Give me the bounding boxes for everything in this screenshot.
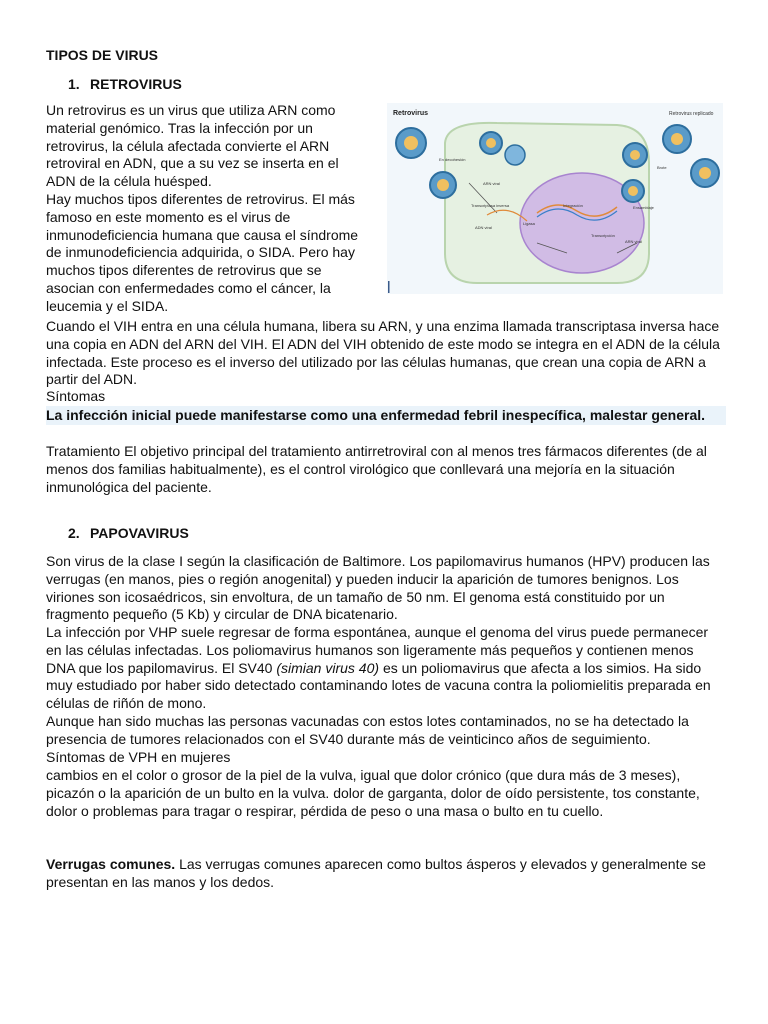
section-title: PAPOVAVIRUS (90, 525, 189, 541)
papovavirus-text: La infección por VHP suele regresar de forma espontánea, aunque el genoma del virus puede permanecer en las células infectadas. Los poliomavirus humanos son ligeramente más pequeños y contienen menos DNA que los papilomavirus. El SV40 (46, 624, 709, 676)
verrugas-bold: Verrugas comunes. (46, 856, 176, 872)
sintomas-vph-text: cambios en el color o grosor de la piel de la vulva, igual que dolor crónico (que dura más de 3 meses), picazón o la aparición de un bulto en la vulva. dolor de garganta, dolor de oído persistente, tos constante, dolor o problemas para tragar o respirar, pérdida de peso o una masa o bulto en tu cuello. (46, 767, 700, 819)
virus-particle (663, 125, 691, 153)
papovavirus-italic: (simian virus 40) (276, 659, 380, 676)
virus-particle (623, 143, 647, 167)
virus-particle (480, 132, 502, 154)
diagram-label-replicado: Retrovirus replicado (669, 111, 714, 117)
diagram-label: Ensamblaje (633, 205, 654, 210)
section-number: 1. (68, 76, 80, 92)
diagram-title: Retrovirus (393, 110, 429, 117)
diagram-label: En decohesión (439, 157, 466, 162)
retrovirus-diagram (387, 103, 723, 294)
papovavirus-paragraph-1: Son virus de la clase I según la clasificación de Baltimore. Los papilomavirus humanos (HPV) producen las verrugas (en manos, pies o región anogenital) y pueden inducir la aparición de tumores benignos. Los viriones son icosaédricos, sin envoltura, de un tamaño de 50 nm. El genoma está constituido por un fragmento pequeño (5 Kb) y circular de DNA bicatenario. (46, 553, 710, 623)
diagram-label: Ligasa (523, 221, 535, 226)
diagram-label: Transcriptasa inversa (471, 203, 510, 208)
section-number: 2. (68, 525, 80, 541)
verrugas-paragraph (46, 856, 726, 892)
diagram-label: ARN viral (483, 181, 500, 186)
retrovirus-vih-paragraph: Cuando el VIH entra en una célula humana, libera su ARN, y una enzima llamada transcriptasa inversa hace una copia en ADN del ARN del VIH. El ADN del VIH obtenido de este modo se integra en el ADN de la célula infectada. Este proceso es el inverso del utilizado por las células humanas, que crean una copia de ARN a partir del ADN. (46, 318, 720, 388)
diagram-label: Transcripción (591, 233, 615, 238)
diagram-edge-mark (388, 281, 390, 293)
diagram-label: Brote (657, 165, 667, 170)
virus-particle (430, 172, 456, 198)
section-heading-papovavirus (68, 524, 189, 542)
diagram-label: ADN viral (475, 225, 492, 230)
virus-particle (505, 145, 525, 165)
sintomas-label: Síntomas (46, 388, 106, 404)
papovavirus-paragraph-3: Aunque han sido muchas las personas vacunadas con estos lotes contaminados, no se ha detectado la presencia de tumores relacionados con el SV40 durante más de veinticinco años de seguimiento. (46, 713, 689, 747)
retrovirus-paragraph (46, 102, 368, 316)
virus-particle (396, 128, 426, 158)
verrugas-text: Las verrugas comunes aparecen como bultos ásperos y elevados y generalmente se presentan en las manos y los dedos. (46, 856, 706, 890)
virus-particle (691, 159, 719, 187)
virus-particle (622, 180, 644, 202)
tratamiento-paragraph: Tratamiento El objetivo principal del tratamiento antirretroviral con al menos tres fármacos diferentes (de al menos dos familias habitualmente), es el control virológico que conllevará una mejoría en la situación inmunológica del paciente. (46, 443, 707, 495)
document-title: TIPOS DE VIRUS (46, 47, 159, 63)
sintomas-vph-label: Síntomas de VPH en mujeres (46, 749, 231, 765)
section-title: RETROVIRUS (90, 76, 182, 92)
section-heading-retrovirus (68, 75, 182, 93)
retrovirus-definition: Un retrovirus es un virus que utiliza ARN como material genómico. Tras la infección por un retrovirus, la célula afectada convierte el ARN retroviral en ADN, que a su vez se inserta en el ADN de la célula huésped. (46, 102, 339, 190)
papovavirus-text: es un poliomavirus que afecta a los simios. Ha sido muy estudiado por haber sido detectado contaminando lotes de vacuna contra la poliomielitis preparada en células de riñón de mono. (46, 659, 711, 712)
diagram-label: Integración (563, 203, 583, 208)
papovavirus-paragraph-2 (46, 624, 726, 713)
diagram-label: ARN viral (625, 239, 642, 244)
retrovirus-types: Hay muchos tipos diferentes de retrovirus. El más famoso en este momento es el virus de inmunodeficiencia humana que causa el síndrome de inmunodeficiencia adquirida, o SIDA. Pero hay muchos tipos diferentes de retrovirus que se asocian con enfermedades como el cáncer, la leucemia y el SIDA. (46, 190, 359, 314)
sintomas-highlight: La infección inicial puede manifestarse como una enfermedad febril inespecífica, malestar general. (46, 406, 726, 425)
